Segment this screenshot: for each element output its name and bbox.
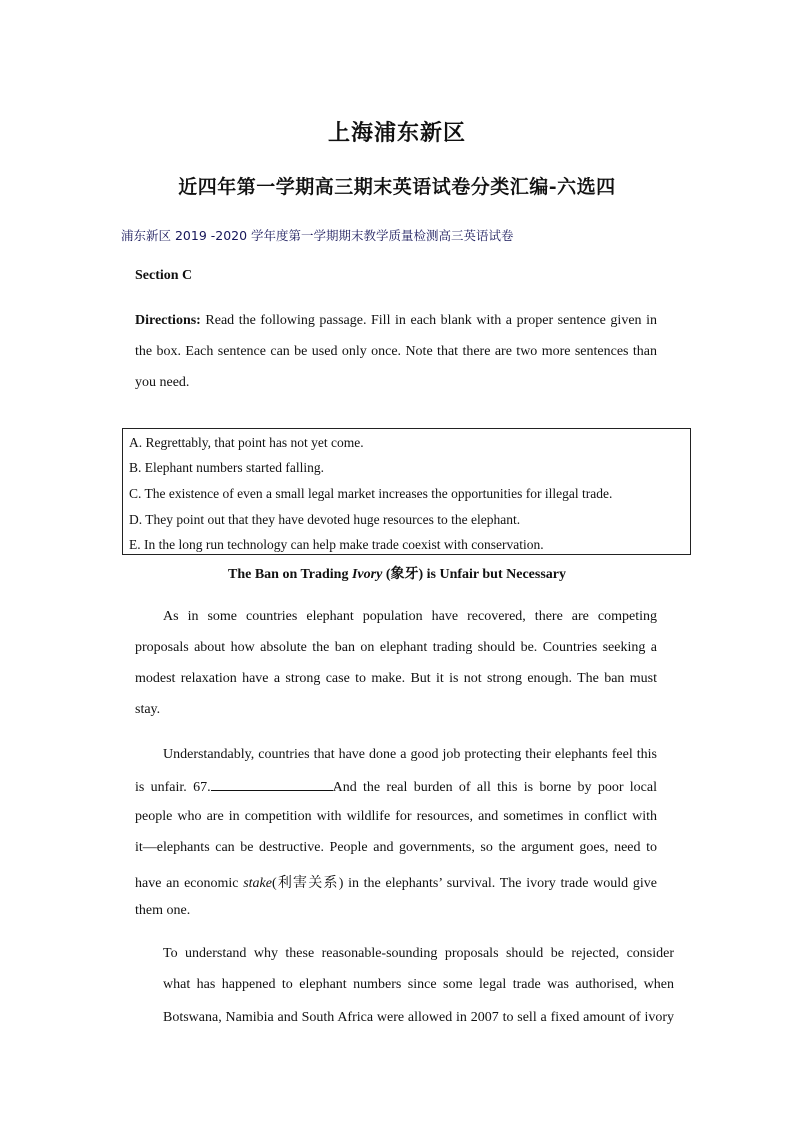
paragraph-line bbox=[135, 872, 657, 892]
answer-blank-67[interactable] bbox=[211, 778, 333, 791]
paragraph-line: Understandably, countries that have done a good job protecting their elephants feel this bbox=[163, 747, 657, 762]
option-b: B. Elephant numbers started falling. bbox=[129, 460, 324, 475]
option-e: E. In the long run technology can help make trade coexist with conservation. bbox=[129, 537, 544, 552]
paragraph-italic: stake bbox=[243, 876, 272, 891]
options-box bbox=[122, 428, 691, 555]
paragraph-line: To understand why these reasonable-sounding proposals should be rejected, consider bbox=[163, 946, 674, 961]
option-c: C. The existence of even a small legal market increases the opportunities for illegal trade. bbox=[129, 486, 613, 501]
paragraph-text: is unfair. 67. bbox=[135, 780, 211, 795]
passage-title-italic: Ivory bbox=[351, 567, 383, 582]
paragraph-line: people who are in competition with wildlife for resources, and sometimes in conflict with bbox=[135, 809, 657, 824]
directions-line: the box. Each sentence can be used only once. Note that there are two more sentences than bbox=[135, 344, 657, 359]
directions-label: Directions: bbox=[135, 313, 201, 328]
paragraph-text: And the real burden of all this is borne by poor local bbox=[332, 780, 657, 795]
directions-text: Read the following passage. Fill in each blank with a proper sentence given in bbox=[205, 313, 657, 328]
paragraph-line: proposals about how absolute the ban on elephant trading should be. Countries seeking a bbox=[135, 640, 657, 655]
paragraph-line: them one. bbox=[135, 903, 191, 918]
paragraph-line bbox=[135, 778, 657, 796]
paragraph-line: it—elephants can be destructive. People and governments, so the argument goes, need to bbox=[135, 840, 657, 855]
passage-title bbox=[0, 563, 794, 583]
paragraph-line: stay. bbox=[135, 702, 161, 717]
page-subtitle: 近四年第一学期高三期末英语试卷分类汇编-六选四 bbox=[178, 176, 616, 198]
paragraph-line: what has happened to elephant numbers since some legal trade was authorised, when bbox=[163, 977, 674, 992]
passage-title-text: (象牙) is Unfair but Necessary bbox=[382, 567, 566, 582]
passage-title-text: The Ban on Trading bbox=[228, 567, 352, 582]
paragraph-text: (利害关系) in the elephants’ survival. The ivory trade would give bbox=[271, 876, 658, 891]
exam-source: 浦东新区 2019 -2020 学年度第一学期期末教学质量检测高三英语试卷 bbox=[121, 228, 514, 243]
section-heading: Section C bbox=[135, 268, 193, 283]
option-a: A. Regrettably, that point has not yet come. bbox=[129, 435, 364, 450]
directions-line bbox=[135, 313, 657, 329]
paragraph-line: modest relaxation have a strong case to make. But it is not strong enough. The ban must bbox=[135, 671, 657, 686]
paragraph-line: Botswana, Namibia and South Africa were allowed in 2007 to sell a fixed amount of ivory bbox=[163, 1010, 674, 1025]
paragraph-line: As in some countries elephant population have recovered, there are competing bbox=[163, 609, 657, 624]
option-d: D. They point out that they have devoted huge resources to the elephant. bbox=[129, 512, 521, 527]
directions-line: you need. bbox=[135, 375, 190, 390]
paragraph-text: have an economic bbox=[135, 876, 244, 891]
page-title: 上海浦东新区 bbox=[327, 120, 466, 146]
